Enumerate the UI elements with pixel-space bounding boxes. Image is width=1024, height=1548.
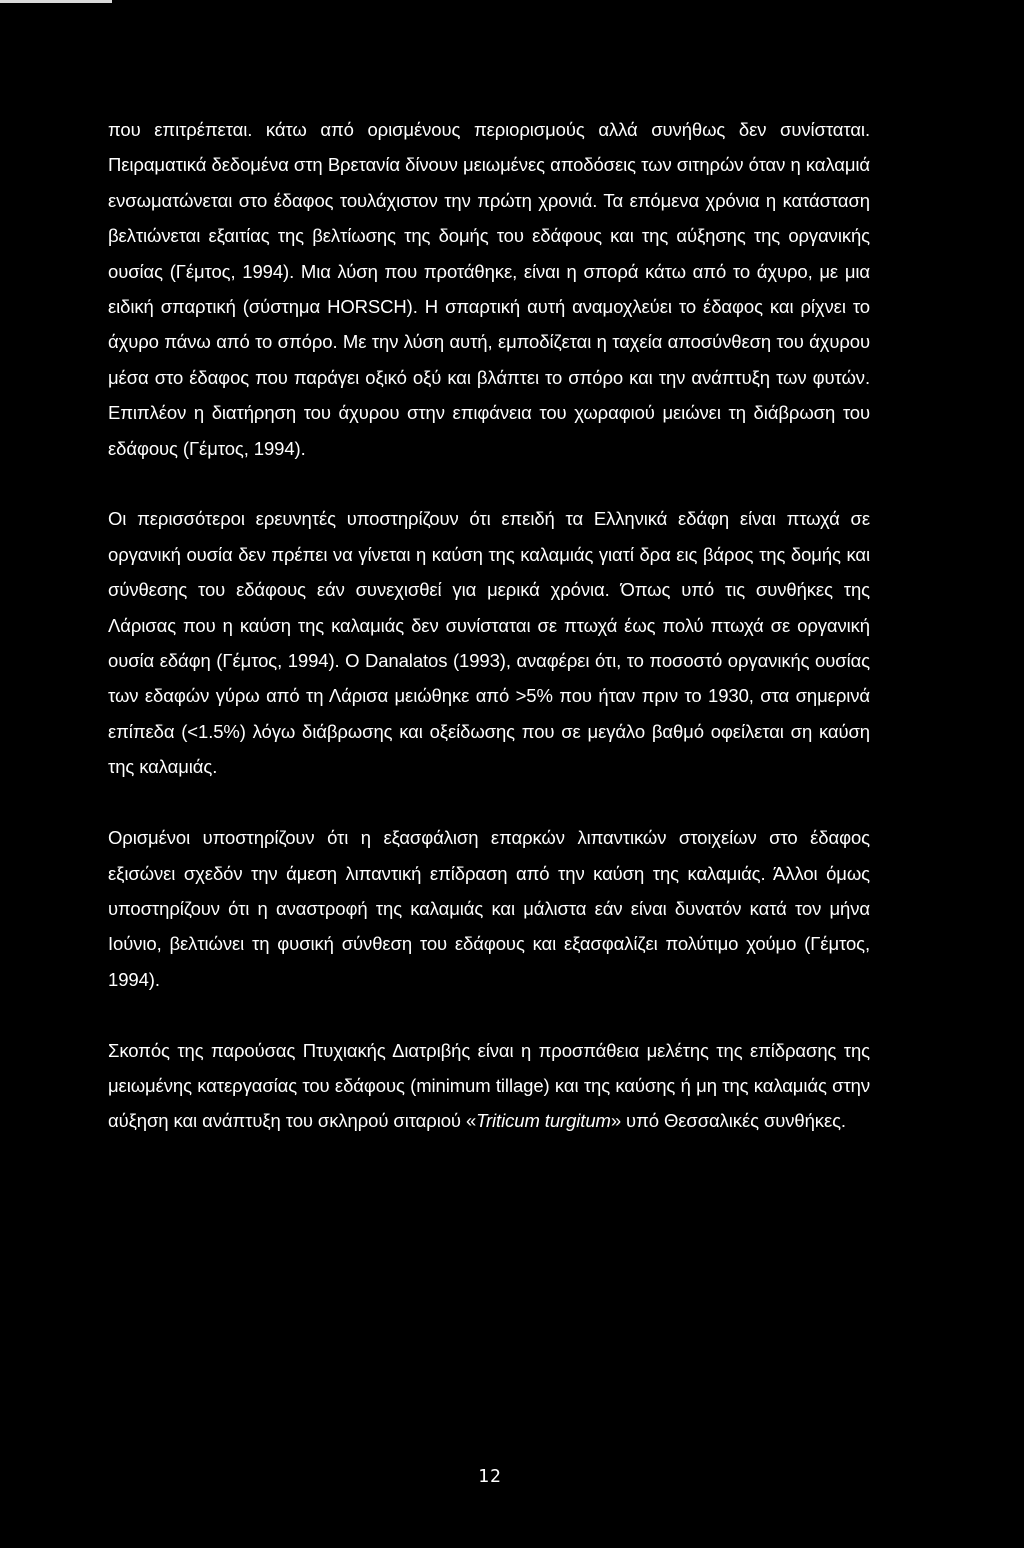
paragraph-thesis-aim <box>108 1033 870 1139</box>
thesis-aim-text: Σκοπός της παρούσας Πτυχιακής Διατριβής είναι η προσπάθεια μελέτης της επίδρασης της μειωμένης κατεργασίας του εδάφους (minimum tillage) και της καύσης ή μη της καλαμιάς στην αύξηση και ανάπτυξη του σκληρού σιταριού « <box>108 1039 870 1132</box>
page-number: 12 <box>478 1466 502 1487</box>
species-name: Triticum turgitum <box>476 1110 611 1132</box>
top-edge-rule <box>0 0 112 3</box>
paragraph-gap <box>108 997 870 1032</box>
paragraph-gap <box>108 785 870 820</box>
paragraph-greek-soils: Οι περισσότεροι ερευνητές υποστηρίζουν ότι επειδή τα Ελληνικά εδάφη είναι πτωχά σε οργανική ουσία δεν πρέπει να γίνεται η καύση της καλαμιάς γιατί δρα εις βάρος της δομής και σύνθεσης του εδάφους εάν συνεχισθεί για μερικά χρόνια. Όπως υπό τις συνθήκες της Λάρισας που η καύση της καλαμιάς δεν συνίσταται σε πτωχά έως πολύ πτωχά σε οργανική ουσία εδάφη (Γέμτος, 1994). Ο Danalatos (1993), αναφέρει ότι, το ποσοστό οργανικής ουσίας των εδαφών γύρω από τη Λάρισα μειώθηκε από >5% που ήταν πριν το 1930, στα σημερινά επίπεδα (<1.5%) λόγω διάβρωσης και οξείδωσης που σε μεγάλο βαθμό οφείλεται ση καύση της καλαμιάς. <box>108 508 870 778</box>
paragraph-fertilizer-view: Ορισμένοι υποστηρίζουν ότι η εξασφάλιση επαρκών λιπαντικών στοιχείων στο έδαφος εξισώνει σχεδόν την άμεση λιπαντική επίδραση από την καύση της καλαμιάς. Άλλοι όμως υποστηρίζουν ότι η αναστροφή της καλαμιάς και μάλιστα εάν είναι δυνατόν κατά τον μήνα Ιούνιο, βελτιώνει τη φυσική σύνθεση του εδάφους και εξασφαλίζει πολύτιμο χούμο (Γέμτος, 1994). <box>108 827 870 990</box>
paragraph-gap <box>108 466 870 501</box>
thesis-aim-text-end: » υπό Θεσσαλικές συνθήκες. <box>610 1110 846 1132</box>
paragraph-straw-sowing: που επιτρέπεται. κάτω από ορισμένους περιορισμούς αλλά συνήθως δεν συνίσταται. Πειραματικά δεδομένα στη Βρετανία δίνουν μειωμένες αποδόσεις των σιτηρών όταν η καλαμιά ενσωματώνεται στο έδαφος τουλάχιστον την πρώτη χρονιά. Τα επόμενα χρόνια η κατάσταση βελτιώνεται εξαιτίας της βελτίωσης της δομής του εδάφους και της αύξησης της οργανικής ουσίας (Γέμτος, 1994). Μια λύση που προτάθηκε, είναι η σπορά κάτω από το άχυρο, με μια ειδική σπαρτική (σύστημα HORSCH). Η σπαρτική αυτή αναμοχλεύει το έδαφος και ρίχνει το άχυρο πάνω από το σπόρο. Με την λύση αυτή, εμποδίζεται η ταχεία αποσύνθεση του άχυρου μέσα στο έδαφος που παράγει οξικό οξύ και βλάπτει το σπόρο και την ανάπτυξη των φυτών. Επιπλέον η διατήρηση του άχυρου στην επιφάνεια του χωραφιού μειώνει τη διάβρωση του εδάφους (Γέμτος, 1994). <box>108 119 870 459</box>
document-page <box>108 112 870 1139</box>
